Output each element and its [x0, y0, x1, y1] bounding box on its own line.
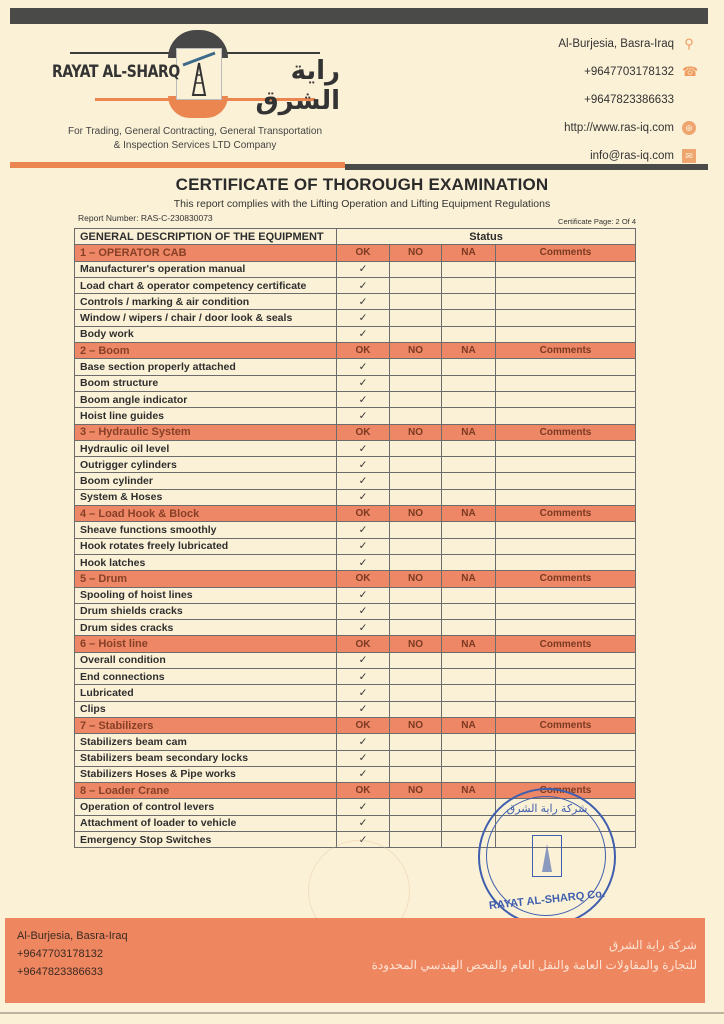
- footer-arabic: [372, 935, 697, 975]
- comment-cell[interactable]: [496, 554, 636, 570]
- column-header-na: NA: [442, 571, 496, 587]
- footer-description-arabic: للتجارة والمقاولات العامة والنقل العام والفحص الهندسي المحدودة: [371, 958, 697, 972]
- status-ok-cell[interactable]: [337, 408, 390, 424]
- item-label: Emergency Stop Switches: [75, 831, 337, 847]
- column-header-comments: Comments: [496, 636, 636, 652]
- item-label: Clips: [75, 701, 337, 717]
- document-title: CERTIFICATE OF THOROUGH EXAMINATION: [175, 175, 549, 194]
- company-tagline: [40, 125, 350, 153]
- checkmark-icon: ✓: [358, 801, 368, 814]
- map-pin-icon: ⚲: [684, 36, 694, 51]
- status-na-cell[interactable]: [442, 587, 496, 603]
- checkmark-icon: ✓: [358, 703, 368, 716]
- status-no-cell[interactable]: [390, 701, 442, 717]
- table-row: [75, 620, 636, 636]
- header-dark-rule: [345, 164, 708, 170]
- column-header-ok: OK: [337, 717, 390, 733]
- status-na-cell[interactable]: [442, 457, 496, 473]
- item-label: Operation of control levers: [75, 799, 337, 815]
- footer-address: Al-Burjesia, Basra-Iraq: [17, 930, 128, 942]
- status-ok-cell[interactable]: [337, 522, 390, 538]
- item-label: Hook rotates freely lubricated: [75, 538, 337, 554]
- section-header-row: [75, 245, 636, 261]
- contact-website[interactable]: [558, 114, 696, 142]
- status-no-cell[interactable]: [390, 734, 442, 750]
- section-header-row: [75, 343, 636, 359]
- checkmark-icon: ✓: [358, 833, 368, 846]
- status-ok-cell[interactable]: [337, 375, 390, 391]
- globe-icon: ⊕: [682, 121, 696, 135]
- item-label: Sheave functions smoothly: [75, 522, 337, 538]
- status-ok-cell[interactable]: [337, 538, 390, 554]
- comment-cell[interactable]: [496, 310, 636, 326]
- section-header-row: [75, 636, 636, 652]
- comment-cell[interactable]: [496, 734, 636, 750]
- status-ok-cell[interactable]: [337, 473, 390, 489]
- status-ok-cell[interactable]: [337, 750, 390, 766]
- column-header-na: NA: [442, 783, 496, 799]
- table-row: [75, 473, 636, 489]
- item-label: Controls / marking & air condition: [75, 294, 337, 310]
- status-ok-cell[interactable]: [337, 815, 390, 831]
- column-header-ok: OK: [337, 343, 390, 359]
- checkmark-icon: ✓: [358, 589, 368, 602]
- contact-address-text: Al-Burjesia, Basra-Iraq: [558, 38, 674, 50]
- status-na-cell[interactable]: [442, 440, 496, 456]
- checkmark-icon: ✓: [358, 735, 368, 748]
- section-header-row: [75, 506, 636, 522]
- column-header-no: NO: [390, 343, 442, 359]
- status-no-cell[interactable]: [390, 326, 442, 342]
- comment-cell[interactable]: [496, 603, 636, 619]
- comment-cell[interactable]: [496, 669, 636, 685]
- contact-phone-2-text: +9647823386633: [584, 94, 674, 106]
- column-header-ok: OK: [337, 783, 390, 799]
- footer-band: [5, 918, 705, 1003]
- status-na-cell[interactable]: [442, 359, 496, 375]
- table-row: [75, 261, 636, 277]
- page-edge: [0, 1012, 724, 1014]
- status-na-cell[interactable]: [442, 310, 496, 326]
- item-label: Spooling of hoist lines: [75, 587, 337, 603]
- table-row: [75, 457, 636, 473]
- status-na-cell[interactable]: [442, 620, 496, 636]
- status-ok-cell[interactable]: [337, 587, 390, 603]
- header-status: Status: [337, 229, 636, 245]
- status-na-cell[interactable]: [442, 750, 496, 766]
- contact-email-link[interactable]: info@ras-iq.com: [590, 150, 674, 162]
- comment-cell[interactable]: [496, 522, 636, 538]
- status-ok-cell[interactable]: [337, 277, 390, 293]
- checkmark-icon: ✓: [358, 654, 368, 667]
- status-no-cell[interactable]: [390, 473, 442, 489]
- item-label: Overall condition: [75, 652, 337, 668]
- item-label: Body work: [75, 326, 337, 342]
- status-no-cell[interactable]: [390, 799, 442, 815]
- item-label: Base section properly attached: [75, 359, 337, 375]
- status-no-cell[interactable]: [390, 669, 442, 685]
- column-header-comments: Comments: [496, 506, 636, 522]
- status-na-cell[interactable]: [442, 375, 496, 391]
- column-header-na: NA: [442, 343, 496, 359]
- certificate-page: Certificate Page: 2 Of 4: [558, 217, 636, 226]
- status-ok-cell[interactable]: [337, 310, 390, 326]
- table-row: [75, 750, 636, 766]
- status-no-cell[interactable]: [390, 766, 442, 782]
- document-subtitle: This report complies with the Lifting Operation and Lifting Equipment Regulations: [173, 198, 551, 210]
- status-no-cell[interactable]: [390, 522, 442, 538]
- checkmark-icon: ✓: [358, 312, 368, 325]
- status-ok-cell[interactable]: [337, 391, 390, 407]
- table-row: [75, 277, 636, 293]
- status-ok-cell[interactable]: [337, 359, 390, 375]
- column-header-ok: OK: [337, 424, 390, 440]
- status-no-cell[interactable]: [390, 277, 442, 293]
- company-stamp: [478, 788, 616, 926]
- status-na-cell[interactable]: [442, 669, 496, 685]
- column-header-no: NO: [390, 245, 442, 261]
- checkmark-icon: ✓: [358, 621, 368, 634]
- column-header-ok: OK: [337, 506, 390, 522]
- section-header-row: [75, 717, 636, 733]
- checkmark-icon: ✓: [358, 295, 368, 308]
- comment-cell[interactable]: [496, 538, 636, 554]
- table-row: [75, 294, 636, 310]
- table-row: [75, 652, 636, 668]
- status-na-cell[interactable]: [442, 408, 496, 424]
- status-ok-cell[interactable]: [337, 440, 390, 456]
- checkmark-icon: ✓: [358, 263, 368, 276]
- status-na-cell[interactable]: [442, 554, 496, 570]
- status-ok-cell[interactable]: [337, 603, 390, 619]
- item-label: End connections: [75, 669, 337, 685]
- comment-cell[interactable]: [496, 587, 636, 603]
- item-label: Boom angle indicator: [75, 391, 337, 407]
- comment-cell[interactable]: [496, 473, 636, 489]
- company-logo: [40, 26, 340, 126]
- contact-website-link[interactable]: http://www.ras-iq.com: [564, 122, 674, 134]
- status-no-cell[interactable]: [390, 620, 442, 636]
- column-header-no: NO: [390, 636, 442, 652]
- item-label: Stabilizers beam secondary locks: [75, 750, 337, 766]
- comment-cell[interactable]: [496, 701, 636, 717]
- status-ok-cell[interactable]: [337, 701, 390, 717]
- checkmark-icon: ✓: [358, 523, 368, 536]
- checkmark-icon: ✓: [358, 491, 368, 504]
- table-row: [75, 359, 636, 375]
- table-row: [75, 587, 636, 603]
- status-na-cell[interactable]: [442, 489, 496, 505]
- column-header-comments: Comments: [496, 717, 636, 733]
- checkmark-icon: ✓: [358, 768, 368, 781]
- report-number: Report Number: RAS-C-230830073: [78, 213, 213, 223]
- column-header-no: NO: [390, 424, 442, 440]
- section-title: 1 – OPERATOR CAB: [75, 245, 337, 261]
- column-header-no: NO: [390, 783, 442, 799]
- status-ok-cell[interactable]: [337, 261, 390, 277]
- comment-cell[interactable]: [496, 408, 636, 424]
- phone-icon: ☎: [682, 64, 699, 79]
- contact-phone-2: [558, 86, 696, 114]
- checkmark-icon: ✓: [358, 442, 368, 455]
- item-label: Lubricated: [75, 685, 337, 701]
- table-row: [75, 734, 636, 750]
- item-label: Outrigger cylinders: [75, 457, 337, 473]
- footer-contact: [17, 927, 128, 981]
- contact-address: [558, 30, 696, 58]
- stamp-text-arabic: شركة راية الشرق: [506, 803, 588, 815]
- status-no-cell[interactable]: [390, 587, 442, 603]
- column-header-ok: OK: [337, 636, 390, 652]
- table-row: [75, 440, 636, 456]
- table-row: [75, 766, 636, 782]
- checkmark-icon: ✓: [358, 409, 368, 422]
- checkmark-icon: ✓: [358, 393, 368, 406]
- comment-cell[interactable]: [496, 620, 636, 636]
- status-ok-cell[interactable]: [337, 294, 390, 310]
- status-ok-cell[interactable]: [337, 620, 390, 636]
- status-na-cell[interactable]: [442, 261, 496, 277]
- item-label: Load chart & operator competency certificate: [75, 277, 337, 293]
- status-ok-cell[interactable]: [337, 554, 390, 570]
- checkmark-icon: ✓: [358, 670, 368, 683]
- status-na-cell[interactable]: [442, 766, 496, 782]
- status-na-cell[interactable]: [442, 685, 496, 701]
- section-header-row: [75, 424, 636, 440]
- table-row: [75, 701, 636, 717]
- column-header-na: NA: [442, 717, 496, 733]
- status-no-cell[interactable]: [390, 375, 442, 391]
- status-no-cell[interactable]: [390, 750, 442, 766]
- comment-cell[interactable]: [496, 685, 636, 701]
- checkmark-icon: ✓: [358, 556, 368, 569]
- status-ok-cell[interactable]: [337, 489, 390, 505]
- column-header-na: NA: [442, 506, 496, 522]
- column-header-no: NO: [390, 506, 442, 522]
- comment-cell[interactable]: [496, 652, 636, 668]
- checkmark-icon: ✓: [358, 361, 368, 374]
- status-na-cell[interactable]: [442, 734, 496, 750]
- stamp-text-english: RAYAT AL-SHARQ Co.: [488, 887, 606, 913]
- column-header-no: NO: [390, 717, 442, 733]
- status-ok-cell[interactable]: [337, 326, 390, 342]
- table-row: [75, 522, 636, 538]
- table-row: [75, 554, 636, 570]
- section-title: 8 – Loader Crane: [75, 783, 337, 799]
- item-label: Hoist line guides: [75, 408, 337, 424]
- status-ok-cell[interactable]: [337, 652, 390, 668]
- comment-cell[interactable]: [496, 375, 636, 391]
- checkmark-icon: ✓: [358, 752, 368, 765]
- section-title: 3 – Hydraulic System: [75, 424, 337, 440]
- comment-cell[interactable]: [496, 359, 636, 375]
- table-row: [75, 375, 636, 391]
- item-label: Hook latches: [75, 554, 337, 570]
- status-na-cell[interactable]: [442, 522, 496, 538]
- status-no-cell[interactable]: [390, 391, 442, 407]
- section-title: 4 – Load Hook & Block: [75, 506, 337, 522]
- status-ok-cell[interactable]: [337, 669, 390, 685]
- examination-table: [74, 228, 636, 848]
- checkmark-icon: ✓: [358, 328, 368, 341]
- item-label: Window / wipers / chair / door look & seals: [75, 310, 337, 326]
- table-row: [75, 408, 636, 424]
- item-label: Drum shields cracks: [75, 603, 337, 619]
- item-label: Drum sides cracks: [75, 620, 337, 636]
- comment-cell[interactable]: [496, 261, 636, 277]
- status-no-cell[interactable]: [390, 489, 442, 505]
- contact-phone-1: [558, 58, 699, 86]
- item-label: Hydraulic oil level: [75, 440, 337, 456]
- contact-block: [558, 30, 699, 170]
- status-na-cell[interactable]: [442, 294, 496, 310]
- section-title: 7 – Stabilizers: [75, 717, 337, 733]
- status-na-cell[interactable]: [442, 391, 496, 407]
- status-na-cell[interactable]: [442, 701, 496, 717]
- footer-phone-2: +9647823386633: [17, 966, 103, 978]
- checkmark-icon: ✓: [358, 605, 368, 618]
- header-orange-rule: [10, 162, 345, 168]
- status-no-cell[interactable]: [390, 538, 442, 554]
- table-row: [75, 326, 636, 342]
- status-no-cell[interactable]: [390, 359, 442, 375]
- status-no-cell[interactable]: [390, 831, 442, 847]
- checkmark-icon: ✓: [358, 458, 368, 471]
- status-no-cell[interactable]: [390, 652, 442, 668]
- status-no-cell[interactable]: [390, 408, 442, 424]
- item-label: Stabilizers beam cam: [75, 734, 337, 750]
- item-label: Manufacturer's operation manual: [75, 261, 337, 277]
- logo-text-english: RAYAT AL-SHARQ: [52, 62, 180, 82]
- table-row: [75, 489, 636, 505]
- comment-cell[interactable]: [496, 277, 636, 293]
- footer-company-arabic: شركة راية الشرق: [608, 938, 697, 952]
- column-header-comments: Comments: [496, 343, 636, 359]
- comment-cell[interactable]: [496, 326, 636, 342]
- status-ok-cell[interactable]: [337, 734, 390, 750]
- table-row: [75, 603, 636, 619]
- header-description: GENERAL DESCRIPTION OF THE EQUIPMENT: [75, 229, 337, 245]
- table-row: [75, 685, 636, 701]
- status-no-cell[interactable]: [390, 261, 442, 277]
- comment-cell[interactable]: [496, 457, 636, 473]
- item-label: Boom cylinder: [75, 473, 337, 489]
- status-na-cell[interactable]: [442, 538, 496, 554]
- status-ok-cell[interactable]: [337, 799, 390, 815]
- status-na-cell[interactable]: [442, 326, 496, 342]
- comment-cell[interactable]: [496, 766, 636, 782]
- comment-cell[interactable]: [496, 391, 636, 407]
- item-label: Stabilizers Hoses & Pipe works: [75, 766, 337, 782]
- column-header-comments: Comments: [496, 424, 636, 440]
- table-row: [75, 310, 636, 326]
- checkmark-icon: ✓: [358, 279, 368, 292]
- comment-cell[interactable]: [496, 750, 636, 766]
- section-header-row: [75, 571, 636, 587]
- comment-cell[interactable]: [496, 440, 636, 456]
- checkmark-icon: ✓: [358, 686, 368, 699]
- status-ok-cell[interactable]: [337, 457, 390, 473]
- item-label: Boom structure: [75, 375, 337, 391]
- status-na-cell[interactable]: [442, 277, 496, 293]
- column-header-ok: OK: [337, 571, 390, 587]
- status-na-cell[interactable]: [442, 473, 496, 489]
- status-no-cell[interactable]: [390, 685, 442, 701]
- checkmark-icon: ✓: [358, 377, 368, 390]
- checkmark-icon: ✓: [358, 817, 368, 830]
- section-title: 2 – Boom: [75, 343, 337, 359]
- table-row: [75, 538, 636, 554]
- column-header-comments: Comments: [496, 571, 636, 587]
- status-no-cell[interactable]: [390, 603, 442, 619]
- tagline-line-1: For Trading, General Contracting, General Transportation: [67, 126, 323, 137]
- status-no-cell[interactable]: [390, 440, 442, 456]
- item-label: Attachment of loader to vehicle: [75, 815, 337, 831]
- header-top-bar: [10, 8, 708, 24]
- mail-icon: ✉: [682, 149, 696, 163]
- table-row: [75, 391, 636, 407]
- item-label: System & Hoses: [75, 489, 337, 505]
- contact-phone-1-text: +9647703178132: [584, 66, 674, 78]
- section-title: 6 – Hoist line: [75, 636, 337, 652]
- status-no-cell[interactable]: [390, 310, 442, 326]
- logo-text-arabic: راية الشرق: [255, 56, 340, 116]
- column-header-na: NA: [442, 245, 496, 261]
- column-header-comments: Comments: [496, 783, 636, 799]
- status-no-cell[interactable]: [390, 815, 442, 831]
- status-no-cell[interactable]: [390, 554, 442, 570]
- column-header-na: NA: [442, 636, 496, 652]
- stamp-derrick-icon: [532, 835, 562, 877]
- section-title: 5 – Drum: [75, 571, 337, 587]
- column-header-comments: Comments: [496, 245, 636, 261]
- status-no-cell[interactable]: [390, 294, 442, 310]
- column-header-na: NA: [442, 424, 496, 440]
- status-no-cell[interactable]: [390, 457, 442, 473]
- table-header-row: [75, 229, 636, 245]
- tagline-line-2: & Inspection Services LTD Company: [113, 140, 277, 151]
- checkmark-icon: ✓: [358, 540, 368, 553]
- table-row: [75, 669, 636, 685]
- status-ok-cell[interactable]: [337, 685, 390, 701]
- comment-cell[interactable]: [496, 294, 636, 310]
- status-ok-cell[interactable]: [337, 766, 390, 782]
- oil-derrick-icon: [176, 48, 222, 100]
- comment-cell[interactable]: [496, 489, 636, 505]
- checkmark-icon: ✓: [358, 475, 368, 488]
- status-na-cell[interactable]: [442, 603, 496, 619]
- status-na-cell[interactable]: [442, 652, 496, 668]
- footer-phone-1: +9647703178132: [17, 948, 103, 960]
- column-header-ok: OK: [337, 245, 390, 261]
- column-header-no: NO: [390, 571, 442, 587]
